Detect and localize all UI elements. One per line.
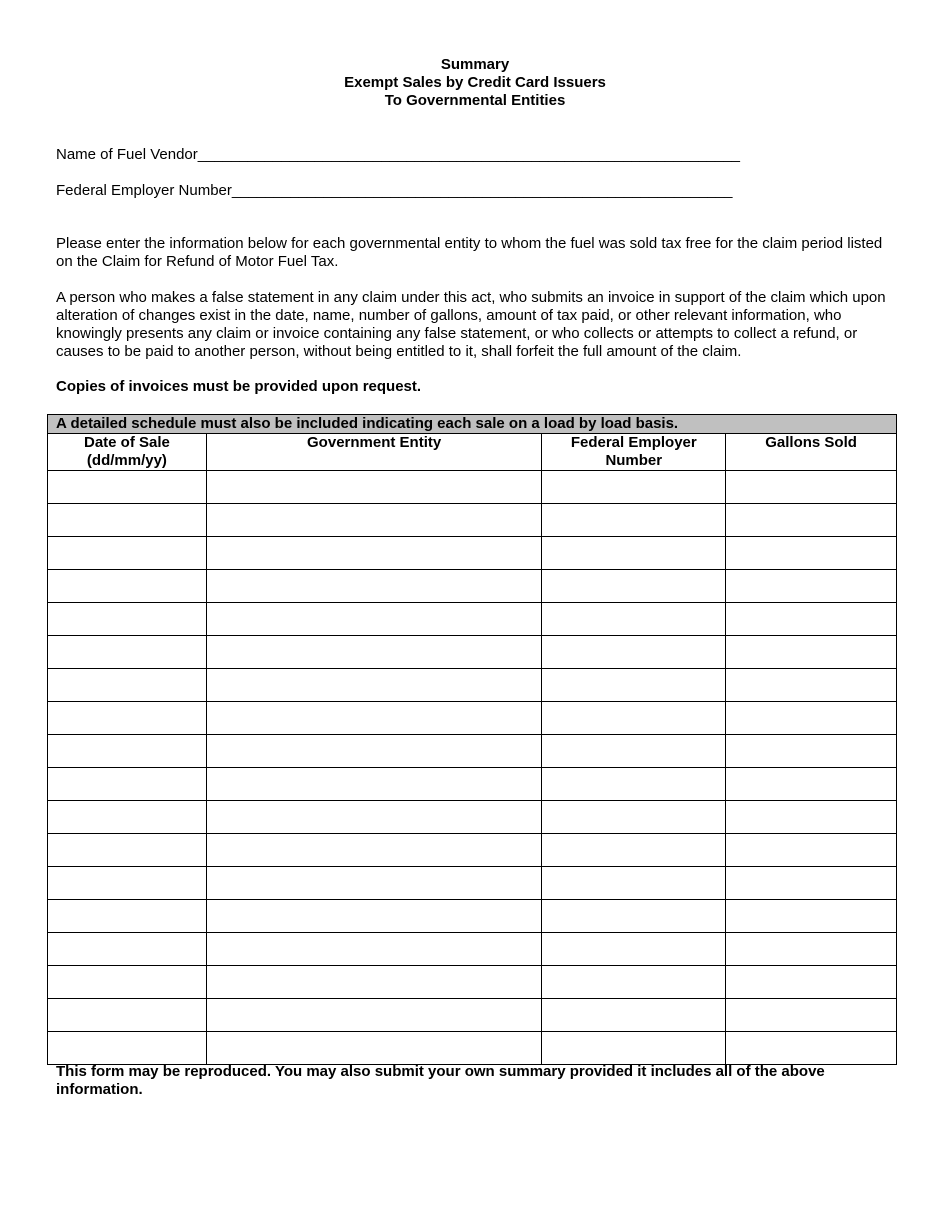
vendor-name-line[interactable]: _________________________________________________________________ — [197, 146, 740, 163]
table-row — [48, 999, 897, 1032]
federal-employer-number-cell[interactable] — [542, 471, 726, 504]
federal-employer-number-cell[interactable] — [542, 933, 726, 966]
government-entity-cell[interactable] — [206, 999, 542, 1032]
table-row — [48, 504, 897, 537]
government-entity-cell[interactable] — [206, 834, 542, 867]
date-of-sale-cell[interactable] — [48, 966, 207, 999]
column-header-government-entity — [206, 434, 542, 471]
gallons-sold-cell[interactable] — [726, 900, 897, 933]
date-of-sale-cell[interactable] — [48, 504, 207, 537]
date-of-sale-cell[interactable] — [48, 900, 207, 933]
date-of-sale-cell[interactable] — [48, 801, 207, 834]
government-entity-cell[interactable] — [206, 471, 542, 504]
date-format-header: (dd/mm/yy) — [86, 452, 167, 469]
federal-employer-number-cell[interactable] — [542, 867, 726, 900]
date-of-sale-cell[interactable] — [48, 735, 207, 768]
table-row — [48, 471, 897, 504]
date-of-sale-cell[interactable] — [48, 867, 207, 900]
title-line-2: Exempt Sales by Credit Card Issuers — [344, 74, 606, 91]
gallons-sold-cell[interactable] — [726, 702, 897, 735]
gallons-sold-cell[interactable] — [726, 570, 897, 603]
government-entity-cell[interactable] — [206, 702, 542, 735]
table-row — [48, 900, 897, 933]
title-line-3: To Governmental Entities — [384, 92, 566, 109]
gallons-sold-cell[interactable] — [726, 1032, 897, 1065]
federal-employer-number-cell[interactable] — [542, 1032, 726, 1065]
table-row — [48, 735, 897, 768]
table-row — [48, 669, 897, 702]
column-header-federal-employer-number — [542, 434, 726, 471]
gallons-sold-cell[interactable] — [726, 669, 897, 702]
gallons-sold-cell[interactable] — [726, 768, 897, 801]
table-row — [48, 537, 897, 570]
date-of-sale-cell[interactable] — [48, 702, 207, 735]
government-entity-cell[interactable] — [206, 900, 542, 933]
federal-employer-number-label: Federal Employer Number — [56, 182, 232, 199]
federal-employer-number-cell[interactable] — [542, 999, 726, 1032]
table-row — [48, 768, 897, 801]
copies-notice: Copies of invoices must be provided upon request. — [56, 378, 422, 395]
gallons-sold-cell[interactable] — [726, 801, 897, 834]
federal-employer-number-cell[interactable] — [542, 966, 726, 999]
table-row — [48, 867, 897, 900]
federal-employer-number-cell[interactable] — [542, 603, 726, 636]
schedule-banner: A detailed schedule must also be included indicating each sale on a load by load basis. — [48, 415, 897, 434]
government-entity-cell[interactable] — [206, 735, 542, 768]
table-row — [48, 636, 897, 669]
government-entity-cell[interactable] — [206, 867, 542, 900]
gallons-sold-cell[interactable] — [726, 537, 897, 570]
federal-employer-number-cell[interactable] — [542, 735, 726, 768]
date-of-sale-cell[interactable] — [48, 471, 207, 504]
form-title — [0, 56, 950, 110]
table-header-row — [48, 434, 897, 471]
federal-employer-header: Federal Employer — [570, 434, 697, 451]
government-entity-cell[interactable] — [206, 603, 542, 636]
gallons-sold-cell[interactable] — [726, 636, 897, 669]
gallons-sold-cell[interactable] — [726, 471, 897, 504]
date-of-sale-cell[interactable] — [48, 999, 207, 1032]
federal-employer-number-cell[interactable] — [542, 702, 726, 735]
government-entity-cell[interactable] — [206, 768, 542, 801]
gallons-sold-cell[interactable] — [726, 834, 897, 867]
gallons-sold-cell[interactable] — [726, 867, 897, 900]
table-row — [48, 933, 897, 966]
date-of-sale-cell[interactable] — [48, 537, 207, 570]
government-entity-header: Government Entity — [307, 434, 442, 451]
government-entity-cell[interactable] — [206, 1032, 542, 1065]
gallons-sold-cell[interactable] — [726, 504, 897, 537]
date-of-sale-cell[interactable] — [48, 636, 207, 669]
government-entity-cell[interactable] — [206, 933, 542, 966]
table-row — [48, 603, 897, 636]
government-entity-cell[interactable] — [206, 636, 542, 669]
federal-employer-number-cell[interactable] — [542, 900, 726, 933]
federal-employer-number-field[interactable] — [56, 182, 732, 200]
gallons-sold-cell[interactable] — [726, 603, 897, 636]
gallons-sold-cell[interactable] — [726, 966, 897, 999]
vendor-name-field[interactable] — [56, 146, 740, 164]
date-of-sale-cell[interactable] — [48, 669, 207, 702]
instructions-paragraph: Please enter the information below for each governmental entity to whom the fuel was sold tax free for the claim period listed on the Claim for Refund of Motor Fuel Tax. — [56, 235, 883, 270]
reproduction-notice: This form may be reproduced. You may also submit your own summary provided it includes all of the above information. — [56, 1063, 825, 1098]
federal-employer-number-cell[interactable] — [542, 669, 726, 702]
date-of-sale-header: Date of Sale — [83, 434, 170, 451]
table-row — [48, 570, 897, 603]
federal-employer-number-cell[interactable] — [542, 570, 726, 603]
federal-employer-number-cell[interactable] — [542, 834, 726, 867]
vendor-name-label: Name of Fuel Vendor — [56, 146, 198, 163]
federal-employer-number-cell[interactable] — [542, 504, 726, 537]
false-statement-warning: A person who makes a false statement in any claim under this act, who submits an invoice in support of the claim which upon alteration of changes exist in the date, name, number of gallons, amount of tax paid, or other relevant information, who knowingly presents any claim or invoice containing any false statement, or who collects or attempts to collect a refund, or causes to be paid to another person, without being entitled to it, shall forfeit the full amount of the claim. — [56, 289, 886, 360]
gallons-sold-header: Gallons Sold — [765, 434, 857, 451]
title-line-1: Summary — [440, 56, 510, 73]
date-of-sale-cell[interactable] — [48, 768, 207, 801]
federal-employer-number-cell[interactable] — [542, 801, 726, 834]
date-of-sale-cell[interactable] — [48, 570, 207, 603]
column-header-date-of-sale — [48, 434, 207, 471]
government-entity-cell[interactable] — [206, 966, 542, 999]
gallons-sold-cell[interactable] — [726, 933, 897, 966]
federal-employer-number-line[interactable]: ____________________________________________________________ — [231, 182, 733, 199]
gallons-sold-cell[interactable] — [726, 735, 897, 768]
government-entity-cell[interactable] — [206, 504, 542, 537]
government-entity-cell[interactable] — [206, 801, 542, 834]
government-entity-cell[interactable] — [206, 570, 542, 603]
federal-employer-number-cell[interactable] — [542, 537, 726, 570]
date-of-sale-cell[interactable] — [48, 933, 207, 966]
date-of-sale-cell[interactable] — [48, 1032, 207, 1065]
column-header-gallons-sold — [726, 434, 897, 471]
table-body — [48, 471, 897, 1065]
table-row — [48, 966, 897, 999]
government-entity-cell[interactable] — [206, 669, 542, 702]
schedule-banner-row — [48, 415, 897, 434]
sales-schedule-table — [47, 414, 897, 1065]
federal-employer-number-cell[interactable] — [542, 768, 726, 801]
government-entity-cell[interactable] — [206, 537, 542, 570]
table-row — [48, 801, 897, 834]
federal-employer-number-cell[interactable] — [542, 636, 726, 669]
date-of-sale-cell[interactable] — [48, 603, 207, 636]
table-row — [48, 834, 897, 867]
table-row — [48, 702, 897, 735]
date-of-sale-cell[interactable] — [48, 834, 207, 867]
gallons-sold-cell[interactable] — [726, 999, 897, 1032]
table-row — [48, 1032, 897, 1065]
number-header: Number — [605, 452, 663, 469]
